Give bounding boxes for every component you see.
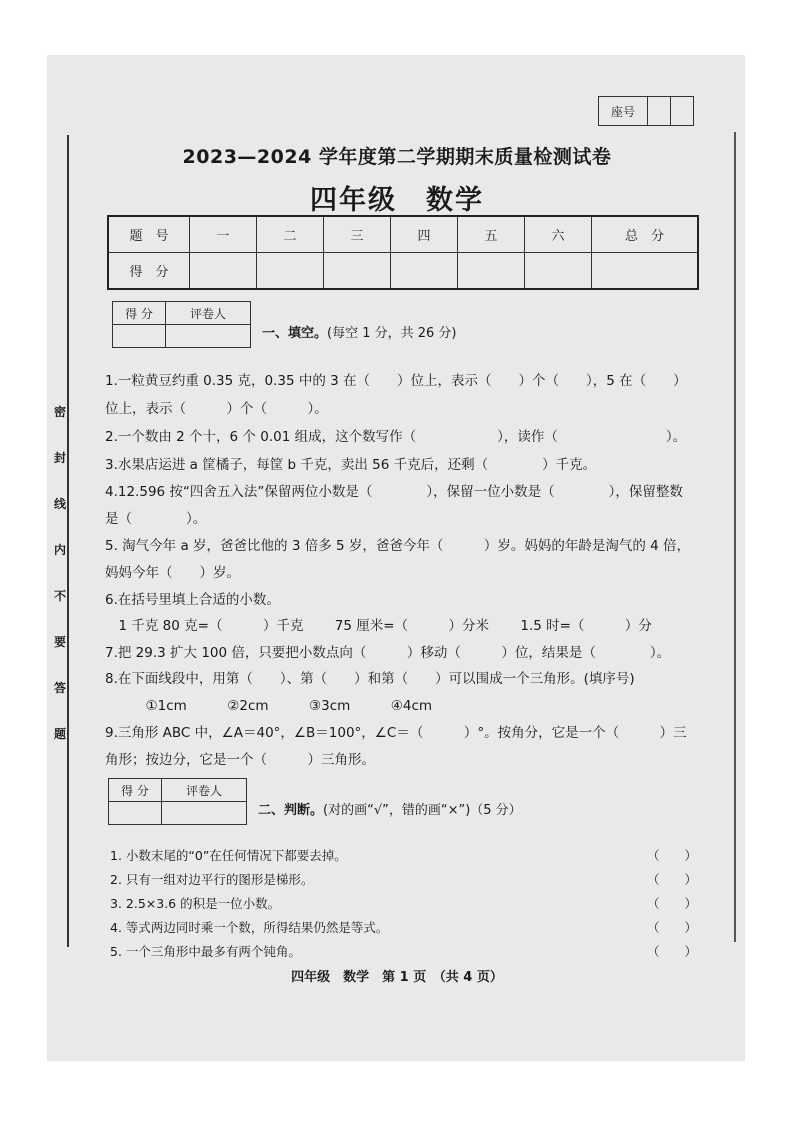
fill-question-line: 3.水果店运进 a 筐橘子，每筐 b 千克，卖出 56 千克后，还剩（ ）千克。 — [105, 457, 597, 473]
grader-score-label: 得 分 — [109, 779, 162, 802]
grader-name-label: 评卷人 — [166, 302, 251, 325]
seal-char: 不 — [53, 589, 66, 603]
fill-question-line: 4.12.596 按“四舍五入法”保留两位小数是（ ），保留一位小数是（ ），保留整数 — [105, 484, 683, 500]
exam-title: 2023—2024 学年度第二学期期末质量检测试卷 — [182, 146, 612, 168]
score-header-row — [108, 216, 698, 253]
fill-question-line: 是（ ）。 — [105, 511, 207, 527]
section1-heading — [262, 322, 457, 341]
score-cell[interactable] — [525, 253, 592, 290]
judge-question-text: 2. 只有一组对边平行的图形是梯形。 — [110, 872, 314, 887]
answer-paren[interactable]: （ ） — [647, 872, 698, 887]
judge-question-text: 1. 小数末尾的“0”在任何情况下都要去掉。 — [110, 848, 347, 863]
seal-char: 题 — [53, 727, 66, 741]
answer-paren[interactable]: （ ） — [647, 848, 698, 863]
score-header: 一 — [190, 216, 257, 253]
seat-number-box — [598, 96, 694, 126]
seal-char: 密 — [53, 405, 66, 419]
fill-question-line: 1 千克 80 克=（ ）千克 75 厘米=（ ）分米 1.5 时=（ ）分 — [105, 618, 652, 634]
seal-line-notice — [52, 405, 68, 765]
score-row-label: 得 分 — [108, 253, 190, 290]
grader-score-cell[interactable] — [109, 802, 162, 825]
section2-note: (对的画“√”，错的画“×”)（5 分） — [323, 803, 522, 818]
fill-question-line: 妈妈今年（ ）岁。 — [105, 565, 240, 581]
grader-name-label: 评卷人 — [162, 779, 247, 802]
judge-question — [110, 870, 700, 890]
score-header: 题 号 — [108, 216, 190, 253]
score-cell[interactable] — [257, 253, 324, 290]
seal-char: 要 — [53, 635, 66, 649]
score-value-row — [108, 253, 698, 290]
grader-score-label: 得 分 — [113, 302, 166, 325]
section2-heading — [258, 799, 522, 818]
score-cell[interactable] — [391, 253, 458, 290]
score-header: 四 — [391, 216, 458, 253]
section1-note: (每空 1 分，共 26 分) — [327, 326, 457, 341]
fill-question-line: 2.一个数由 2 个十，6 个 0.01 组成，这个数写作（ ），读作（ ）。 — [105, 429, 687, 445]
exam-subtitle: 四年级 数学 — [310, 185, 484, 216]
score-header: 二 — [257, 216, 324, 253]
fill-question-line: 位上，表示（ ）个（ ）。 — [105, 401, 328, 417]
judge-question-text: 4. 等式两边同时乘一个数，所得结果仍然是等式。 — [110, 920, 389, 935]
score-cell[interactable] — [190, 253, 257, 290]
fill-question-line: 1.一粒黄豆约重 0.35 克，0.35 中的 3 在（ ）位上，表示（ ）个（ ），5 在（ ） — [105, 373, 687, 389]
score-cell[interactable] — [458, 253, 525, 290]
fill-question-line: ①1cm ②2cm ③3cm ④4cm — [105, 698, 433, 714]
judge-question — [110, 846, 700, 866]
seat-cell[interactable] — [671, 97, 694, 126]
score-header: 五 — [458, 216, 525, 253]
answer-paren[interactable]: （ ） — [647, 896, 698, 911]
grader-name-cell[interactable] — [162, 802, 247, 825]
fill-question-line: 6.在括号里填上合适的小数。 — [105, 592, 280, 608]
answer-paren[interactable]: （ ） — [647, 944, 698, 959]
section2-title: 二、判断。 — [258, 803, 324, 818]
answer-paren[interactable]: （ ） — [647, 920, 698, 935]
seal-char: 答 — [53, 681, 66, 695]
judge-question-text: 3. 2.5×3.6 的积是一位小数。 — [110, 896, 281, 911]
grader-box-section1 — [112, 301, 251, 348]
judge-question-text: 5. 一个三角形中最多有两个钝角。 — [110, 944, 301, 959]
score-cell[interactable] — [324, 253, 391, 290]
seal-char: 封 — [53, 451, 66, 465]
fill-question-line: 5. 淘气今年 a 岁，爸爸比他的 3 倍多 5 岁，爸爸今年（ ）岁。妈妈的年龄是淘气的 4 倍， — [105, 538, 691, 554]
score-table — [107, 215, 699, 290]
grader-score-cell[interactable] — [113, 325, 166, 348]
score-header: 六 — [525, 216, 592, 253]
score-cell[interactable] — [592, 253, 699, 290]
score-header: 总 分 — [592, 216, 699, 253]
judge-question — [110, 942, 700, 962]
score-header: 三 — [324, 216, 391, 253]
page-footer: 四年级 数学 第 1 页 （共 4 页） — [291, 970, 503, 985]
seal-char: 内 — [53, 543, 66, 557]
judge-question — [110, 894, 700, 914]
right-edge-line — [734, 132, 736, 942]
judge-question — [110, 918, 700, 938]
grader-box-section2 — [108, 778, 247, 825]
seat-label: 座号 — [599, 97, 648, 126]
section1-title: 一、填空。 — [262, 326, 328, 341]
grader-name-cell[interactable] — [166, 325, 251, 348]
fill-question-line: 9.三角形 ABC 中，∠A＝40°，∠B＝100°，∠C＝（ ）°。按角分，它是一个（ ）三 — [105, 725, 687, 741]
fill-question-line: 8.在下面线段中，用第（ ）、第（ ）和第（ ）可以围成一个三角形。(填序号) — [105, 671, 635, 687]
fill-question-line: 角形；按边分，它是一个（ ）三角形。 — [105, 752, 375, 768]
seal-char: 线 — [53, 497, 66, 511]
seat-cell[interactable] — [648, 97, 671, 126]
fill-question-line: 7.把 29.3 扩大 100 倍，只要把小数点向（ ）移动（ ）位，结果是（ ）。 — [105, 645, 671, 661]
